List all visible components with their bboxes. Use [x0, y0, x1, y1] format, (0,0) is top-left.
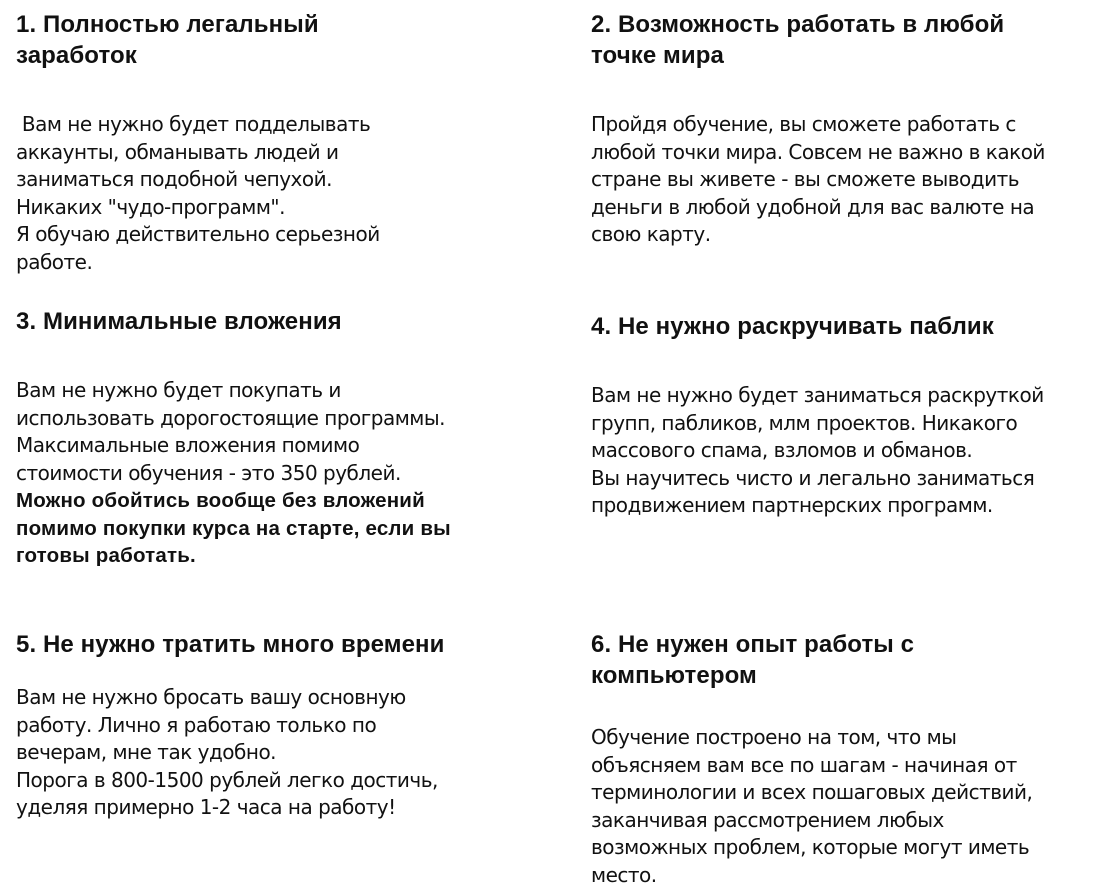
- benefit-block-5: [16, 629, 444, 822]
- emphasis-text: помимо покупки курса на старте, если вы: [16, 516, 451, 540]
- benefit-title: 4. Не нужно раскручивать паблик: [591, 313, 994, 340]
- benefit-title: 6. Не нужен опыт работы с компьютером: [591, 631, 915, 689]
- benefit-text: Пройдя обучение, вы сможете работать с любой точки мира. Совсем не важно в какой стране вы живете - вы сможете выводить деньги в любой удобной для вас валюте на свою карту.: [591, 112, 1045, 246]
- benefit-block-2: [591, 9, 1045, 249]
- benefit-block-6: [591, 629, 1032, 889]
- benefit-text: Вам не нужно бросать вашу основную работу. Лично я работаю только по вечерам, мне так удобно. Порога в 800-1500 рублей легко достичь, уделяя примерно 1-2 часа на работу!: [16, 685, 438, 819]
- benefit-title: 2. Возможность работать в любой точке мира: [591, 11, 1005, 69]
- benefit-block-4: [591, 311, 1044, 520]
- benefit-block-1: [16, 9, 380, 276]
- benefit-text: Вам не нужно будет заниматься раскруткой групп, пабликов, млм проектов. Никакого массового спама, взломов и обманов. Вы научитесь чисто и легально заниматься продвижением партнерских программ.: [591, 383, 1044, 517]
- benefit-text: Вам не нужно будет покупать и использовать дорогостоящие программы. Максимальные вложения помимо стоимости обучения - это 350 рублей. Можно обойтись вообще без вложений помимо покупки курса на старте, если вы готовы работать.: [16, 377, 451, 570]
- emphasis-text: Можно обойтись вообще без вложений: [16, 489, 425, 512]
- benefit-text: Обучение построено на том, что мы объясняем вам все по шагам - начиная от терминологии и всех пошаговых действий, заканчивая рассмотрением любых возможных проблем, которые могут иметь место.: [591, 725, 1033, 887]
- benefit-title: 1. Полностью легальный заработок: [16, 11, 319, 69]
- benefit-title: 5. Не нужно тратить много времени: [16, 631, 445, 658]
- benefit-title: 3. Минимальные вложения: [16, 308, 342, 335]
- benefit-text: Вам не нужно будет подделывать аккаунты, обманывать людей и заниматься подобной чепухой. Никаких "чудо-программ". Я обучаю действительно серьезной работе.: [16, 112, 380, 274]
- emphasis-text: готовы работать.: [16, 544, 196, 567]
- benefit-block-3: [16, 306, 451, 570]
